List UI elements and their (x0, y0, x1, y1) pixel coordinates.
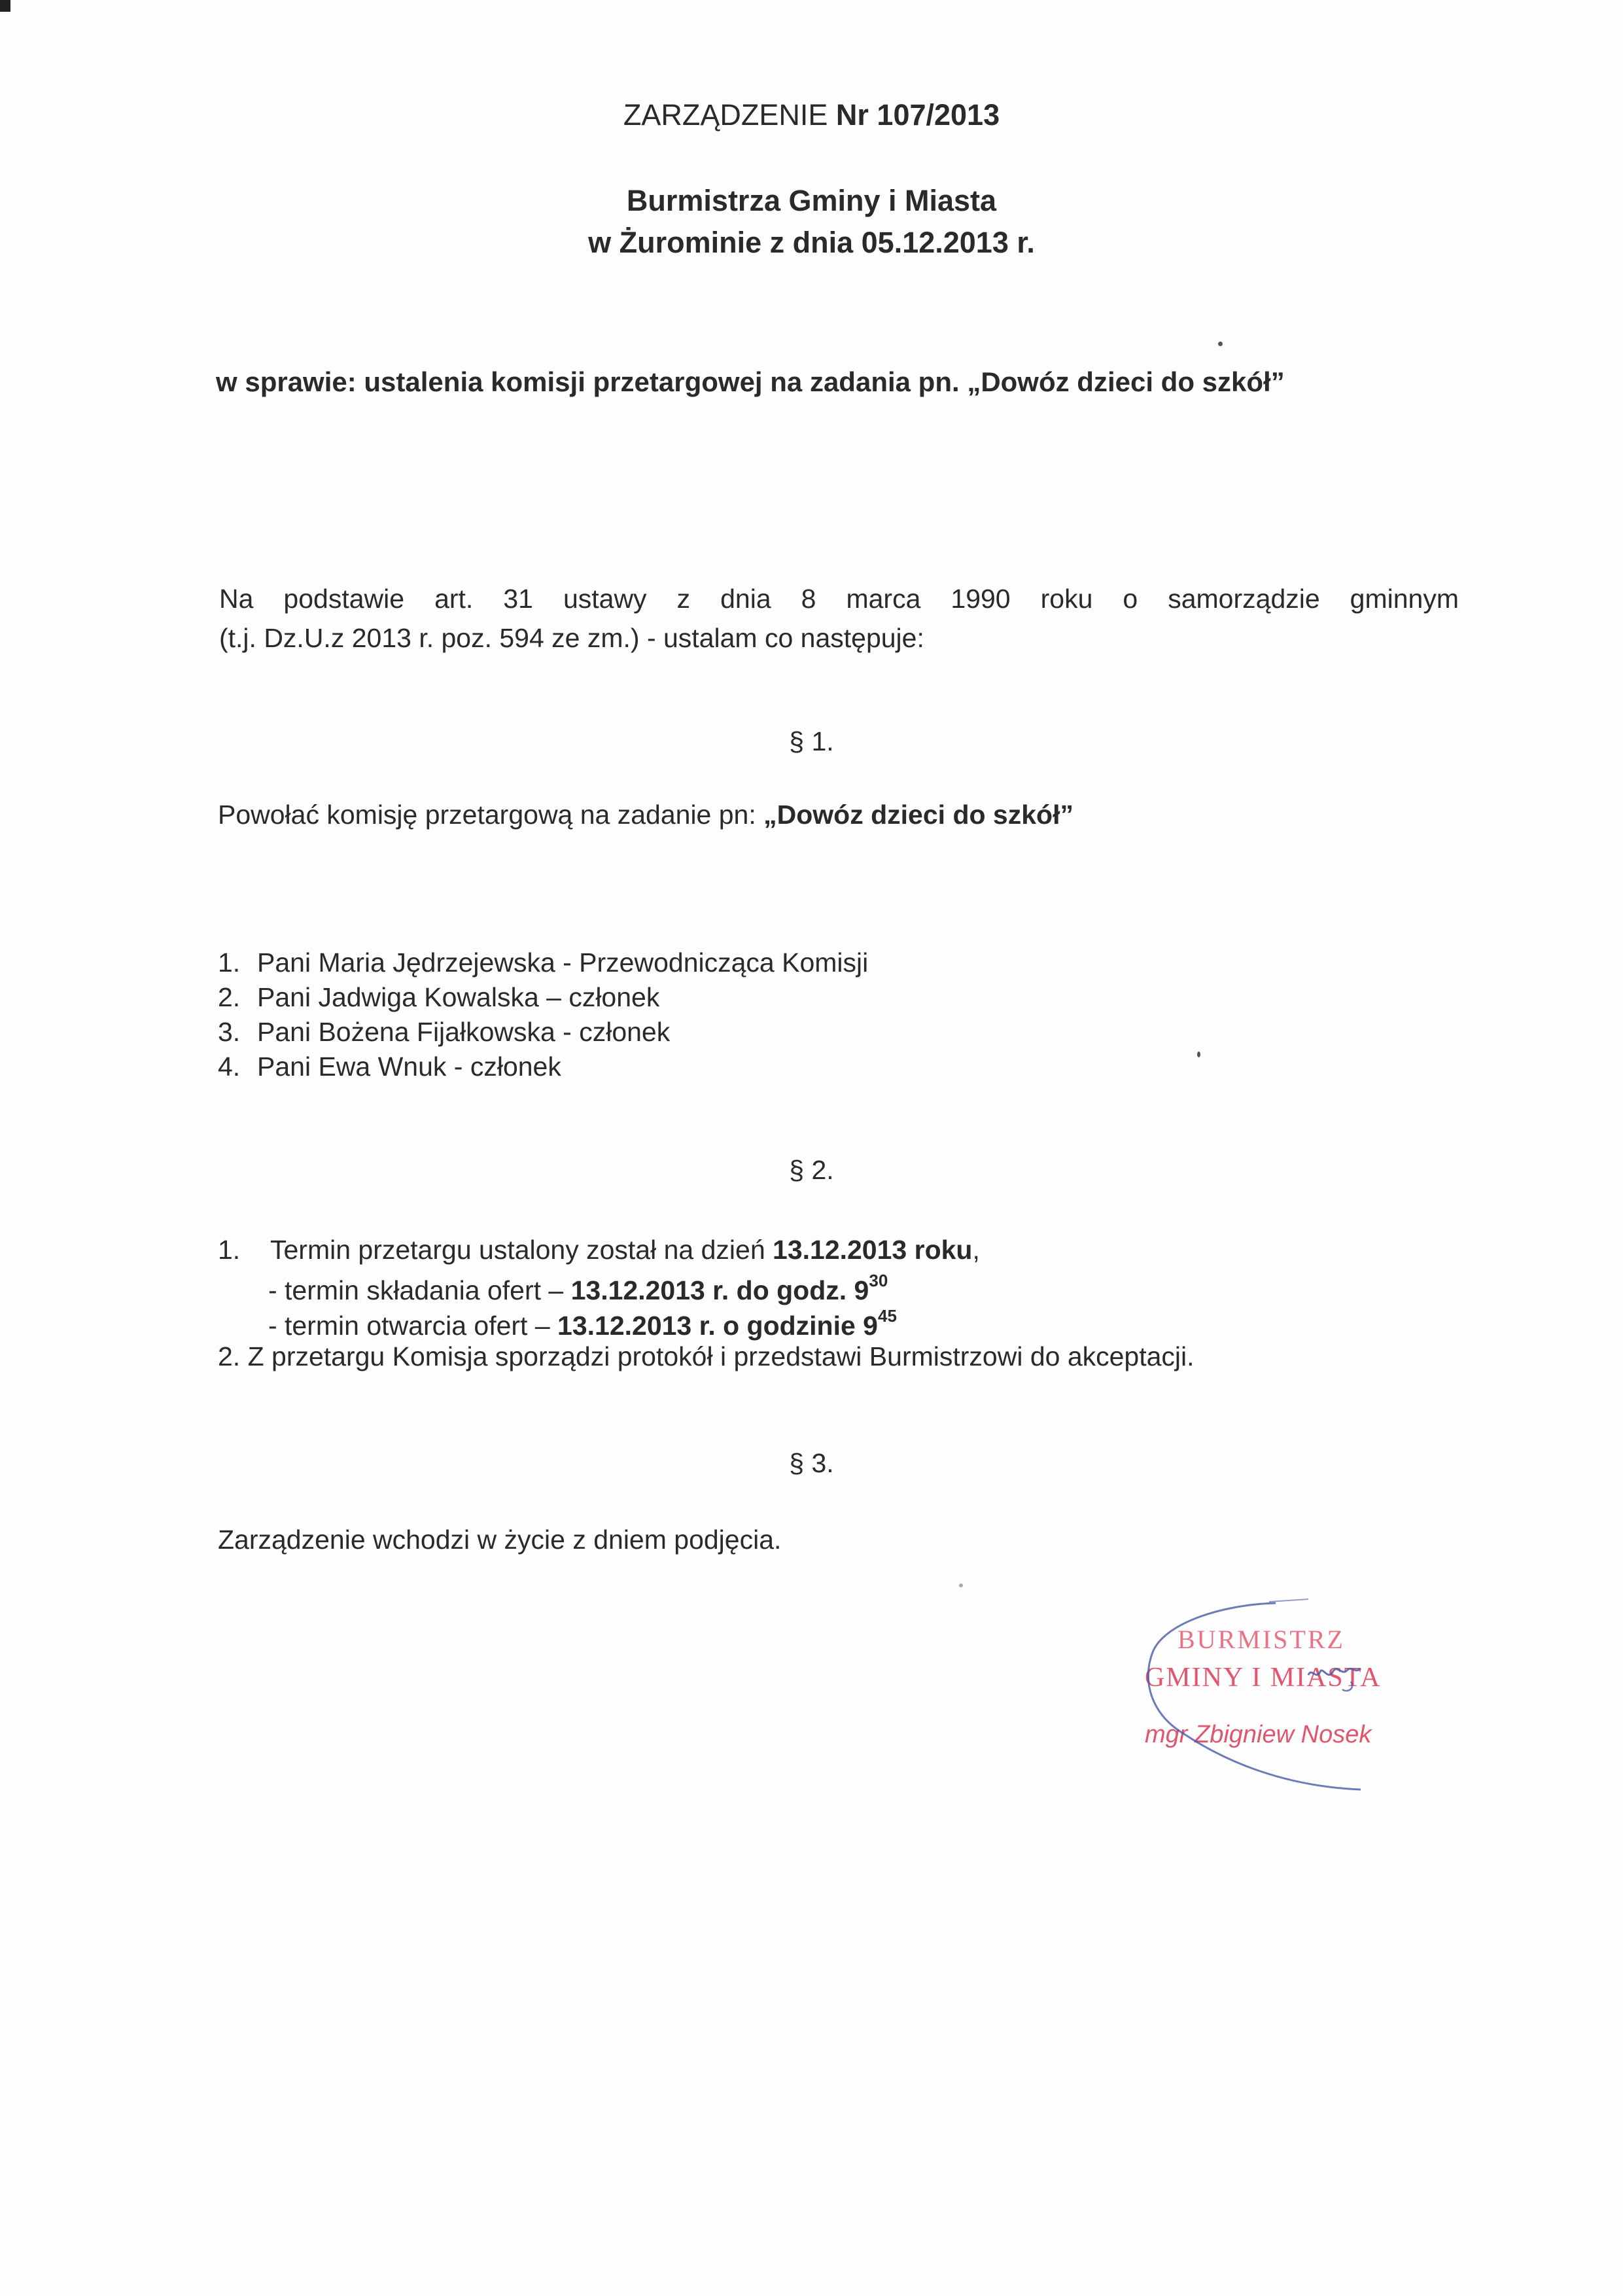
legal-basis-line-1: Na podstawie art. 31 ustawy z dnia 8 marca 1990 roku o samorządzie gminnym (219, 584, 1459, 614)
submission-minutes: 30 (869, 1271, 888, 1290)
subtitle-line-1: Burmistrza Gminy i Miasta (626, 184, 997, 217)
section-1-heading: § 1. (789, 726, 834, 756)
item-number: 1. (218, 1235, 241, 1265)
member-number: 2. (218, 982, 241, 1012)
section-2-heading: § 2. (789, 1155, 834, 1185)
handwritten-signature (1112, 1590, 1452, 1799)
section-1-intro-text: Powołać komisję przetargową na zadanie pn: (218, 800, 764, 830)
scan-speck (1197, 1051, 1200, 1057)
section-1-intro (218, 800, 1073, 830)
official-stamp (1112, 1590, 1452, 1799)
member-list-item (218, 947, 868, 978)
stamp-line-1: BURMISTRZ (1178, 1625, 1345, 1654)
scan-corner-mark (0, 0, 10, 12)
member-text: Pani Jadwiga Kowalska – członek (257, 982, 660, 1012)
member-text: Pani Ewa Wnuk - członek (257, 1051, 561, 1082)
stamp-line-3: mgr Zbigniew Nosek (1145, 1721, 1372, 1748)
member-list-item (218, 1051, 561, 1082)
member-number: 1. (218, 947, 241, 978)
subtitle-line-2: w Żurominie z dnia 05.12.2013 r. (588, 226, 1035, 259)
member-number: 3. (218, 1017, 241, 1047)
document-title (0, 98, 1623, 132)
member-text: Pani Maria Jędrzejewska - Przewodnicząca Komisji (257, 947, 869, 978)
subitem-text: - termin otwarcia ofert – (268, 1311, 558, 1341)
opening-minutes: 45 (878, 1306, 897, 1326)
legal-basis-line-2: (t.j. Dz.U.z 2013 r. poz. 594 ze zm.) - ustalam co następuje: (219, 623, 924, 653)
title-number: Nr 107/2013 (835, 98, 1000, 132)
stamp-line-2: GMINY I MIASTA (1145, 1663, 1382, 1693)
item-text: Termin przetargu ustalony został na dzień (270, 1235, 773, 1265)
section-2-subitem-opening (268, 1306, 897, 1341)
subject-line: w sprawie: ustalenia komisji przetargowej na zadania pn. „Dowóz dzieci do szkół” (216, 366, 1285, 397)
item-punctuation: , (972, 1235, 980, 1265)
subitem-text: - termin składania ofert – (268, 1275, 571, 1305)
member-list-item (218, 1017, 670, 1048)
title-prefix: ZARZĄDZENIE (623, 98, 836, 132)
section-3-text: Zarządzenie wchodzi w życie z dniem podjęcia. (218, 1525, 782, 1555)
section-1-intro-task: „Dowóz dzieci do szkół” (763, 800, 1073, 830)
member-list-item (218, 982, 659, 1013)
member-text: Pani Bożena Fijałkowska - członek (257, 1017, 671, 1047)
scan-speck (1218, 342, 1223, 346)
section-3-heading: § 3. (789, 1448, 834, 1478)
submission-deadline: 13.12.2013 r. do godz. 9 (570, 1275, 869, 1305)
section-2-subitem-offers (268, 1271, 888, 1306)
opening-time: 13.12.2013 r. o godzinie 9 (557, 1311, 878, 1341)
member-number: 4. (218, 1051, 241, 1082)
section-2-item-1 (218, 1235, 980, 1265)
section-2-item-2: 2. Z przetargu Komisja sporządzi protokół i przedstawi Burmistrzowi do akceptacji. (218, 1341, 1195, 1371)
tender-date: 13.12.2013 roku (773, 1235, 973, 1265)
scan-speck (959, 1583, 963, 1587)
document-subtitle (0, 180, 1623, 264)
